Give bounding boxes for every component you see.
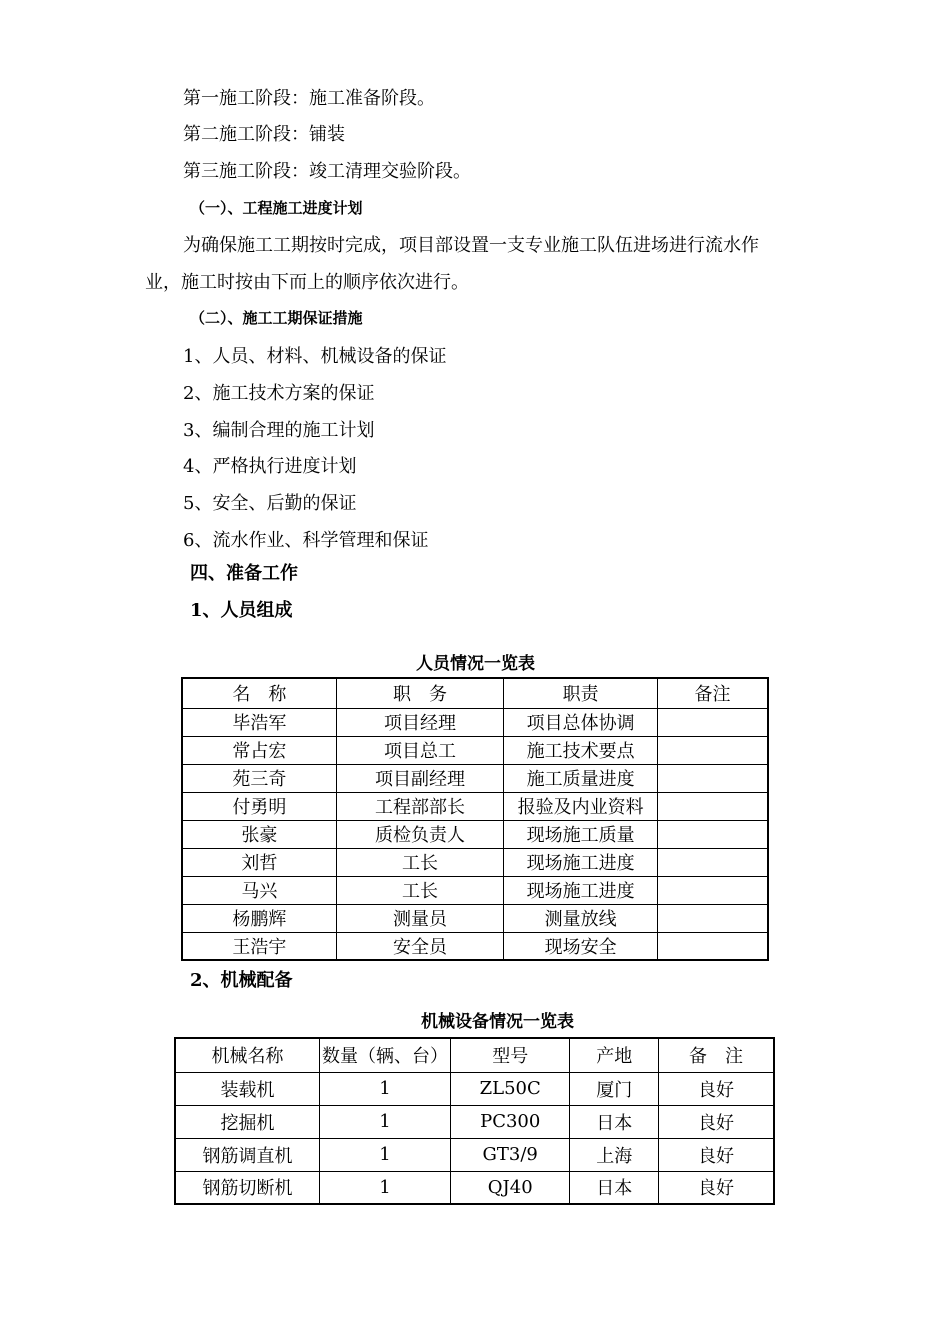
cell: 现场安全 <box>504 932 658 960</box>
section-1-paragraph-line-2: 业，施工时按由下而上的顺序依次进行。 <box>145 272 469 293</box>
cell: PC300 <box>450 1105 569 1138</box>
cell: 测量放线 <box>504 904 658 932</box>
cell: 安全员 <box>336 932 503 960</box>
cell <box>658 764 768 792</box>
section-1-heading: （一）、工程施工进度计划 <box>190 199 363 217</box>
stage-3-text: 第三施工阶段：竣工清理交验阶段。 <box>183 161 471 182</box>
cell: 厦门 <box>570 1072 659 1105</box>
cell: 工程部部长 <box>336 792 503 820</box>
machine-table-header-row <box>175 1038 774 1072</box>
cell: 良好 <box>658 1138 774 1171</box>
cell: 报验及内业资料 <box>504 792 658 820</box>
stage-1-text: 第一施工阶段：施工准备阶段。 <box>183 88 435 109</box>
staff-table <box>181 677 769 961</box>
cell: 施工技术要点 <box>504 736 658 764</box>
staff-table-header-row <box>182 678 768 708</box>
cell <box>658 848 768 876</box>
cell <box>658 820 768 848</box>
cell: 王浩宇 <box>182 932 336 960</box>
cell <box>658 708 768 736</box>
cell: 装载机 <box>175 1072 320 1105</box>
cell: 良好 <box>658 1072 774 1105</box>
header-cell: 数量（辆、台） <box>320 1038 451 1072</box>
header-cell: 职责 <box>504 678 658 708</box>
header-cell: 机械名称 <box>175 1038 320 1072</box>
staff-table-caption: 人员情况一览表 <box>416 654 535 674</box>
cell: 工长 <box>336 848 503 876</box>
cell: 刘哲 <box>182 848 336 876</box>
cell: 工长 <box>336 876 503 904</box>
cell: 项目总工 <box>336 736 503 764</box>
stage-2-text: 第二施工阶段：铺装 <box>183 124 345 145</box>
table-row <box>175 1171 774 1204</box>
cell: 钢筋调直机 <box>175 1138 320 1171</box>
cell <box>658 736 768 764</box>
cell: ZL50C <box>450 1072 569 1105</box>
header-cell: 备 注 <box>658 1038 774 1072</box>
table-row <box>182 820 768 848</box>
measure-item: 6、流水作业、科学管理和保证 <box>183 530 429 551</box>
cell <box>658 904 768 932</box>
cell: 1 <box>320 1171 451 1204</box>
cell: 马兴 <box>182 876 336 904</box>
header-cell: 备注 <box>658 678 768 708</box>
cell: 良好 <box>658 1171 774 1204</box>
cell: 挖掘机 <box>175 1105 320 1138</box>
cell: 1 <box>320 1072 451 1105</box>
measure-item: 1、人员、材料、机械设备的保证 <box>183 346 447 367</box>
machine-table <box>174 1037 775 1205</box>
cell: 上海 <box>570 1138 659 1171</box>
cell: 常占宏 <box>182 736 336 764</box>
cell: QJ40 <box>450 1171 569 1204</box>
header-cell: 产地 <box>570 1038 659 1072</box>
cell: 1 <box>320 1138 451 1171</box>
cell: 现场施工质量 <box>504 820 658 848</box>
section-2-heading: （二）、施工工期保证措施 <box>190 309 363 327</box>
table-row <box>182 876 768 904</box>
section-1-paragraph-line-1: 为确保施工工期按时完成，项目部设置一支专业施工队伍进场进行流水作 <box>183 235 759 256</box>
table-row <box>182 708 768 736</box>
cell: 施工质量进度 <box>504 764 658 792</box>
cell: 毕浩军 <box>182 708 336 736</box>
table-row <box>182 848 768 876</box>
staff-subheading: 1、人员组成 <box>190 600 293 621</box>
cell <box>658 876 768 904</box>
cell <box>658 792 768 820</box>
table-row <box>182 764 768 792</box>
table-row <box>182 792 768 820</box>
cell: 日本 <box>570 1105 659 1138</box>
cell <box>658 932 768 960</box>
header-cell: 名 称 <box>182 678 336 708</box>
table-row <box>182 736 768 764</box>
header-cell: 型号 <box>450 1038 569 1072</box>
cell: 项目总体协调 <box>504 708 658 736</box>
table-row <box>182 904 768 932</box>
measure-item: 5、安全、后勤的保证 <box>183 493 357 514</box>
measure-item: 3、编制合理的施工计划 <box>183 420 375 441</box>
cell: 测量员 <box>336 904 503 932</box>
cell: 钢筋切断机 <box>175 1171 320 1204</box>
cell: 日本 <box>570 1171 659 1204</box>
cell: 良好 <box>658 1105 774 1138</box>
machine-table-caption: 机械设备情况一览表 <box>421 1012 574 1032</box>
cell: GT3/9 <box>450 1138 569 1171</box>
cell: 项目副经理 <box>336 764 503 792</box>
cell: 质检负责人 <box>336 820 503 848</box>
cell: 1 <box>320 1105 451 1138</box>
cell: 付勇明 <box>182 792 336 820</box>
cell: 现场施工进度 <box>504 848 658 876</box>
table-row <box>182 932 768 960</box>
table-row <box>175 1072 774 1105</box>
measure-item: 2、施工技术方案的保证 <box>183 383 375 404</box>
cell: 项目经理 <box>336 708 503 736</box>
measure-item: 4、严格执行进度计划 <box>183 456 357 477</box>
cell: 苑三奇 <box>182 764 336 792</box>
part-4-heading: 四、准备工作 <box>190 563 298 584</box>
machine-subheading: 2、机械配备 <box>190 970 293 991</box>
cell: 现场施工进度 <box>504 876 658 904</box>
cell: 杨鹏辉 <box>182 904 336 932</box>
header-cell: 职 务 <box>336 678 503 708</box>
table-row <box>175 1105 774 1138</box>
table-row <box>175 1138 774 1171</box>
cell: 张豪 <box>182 820 336 848</box>
